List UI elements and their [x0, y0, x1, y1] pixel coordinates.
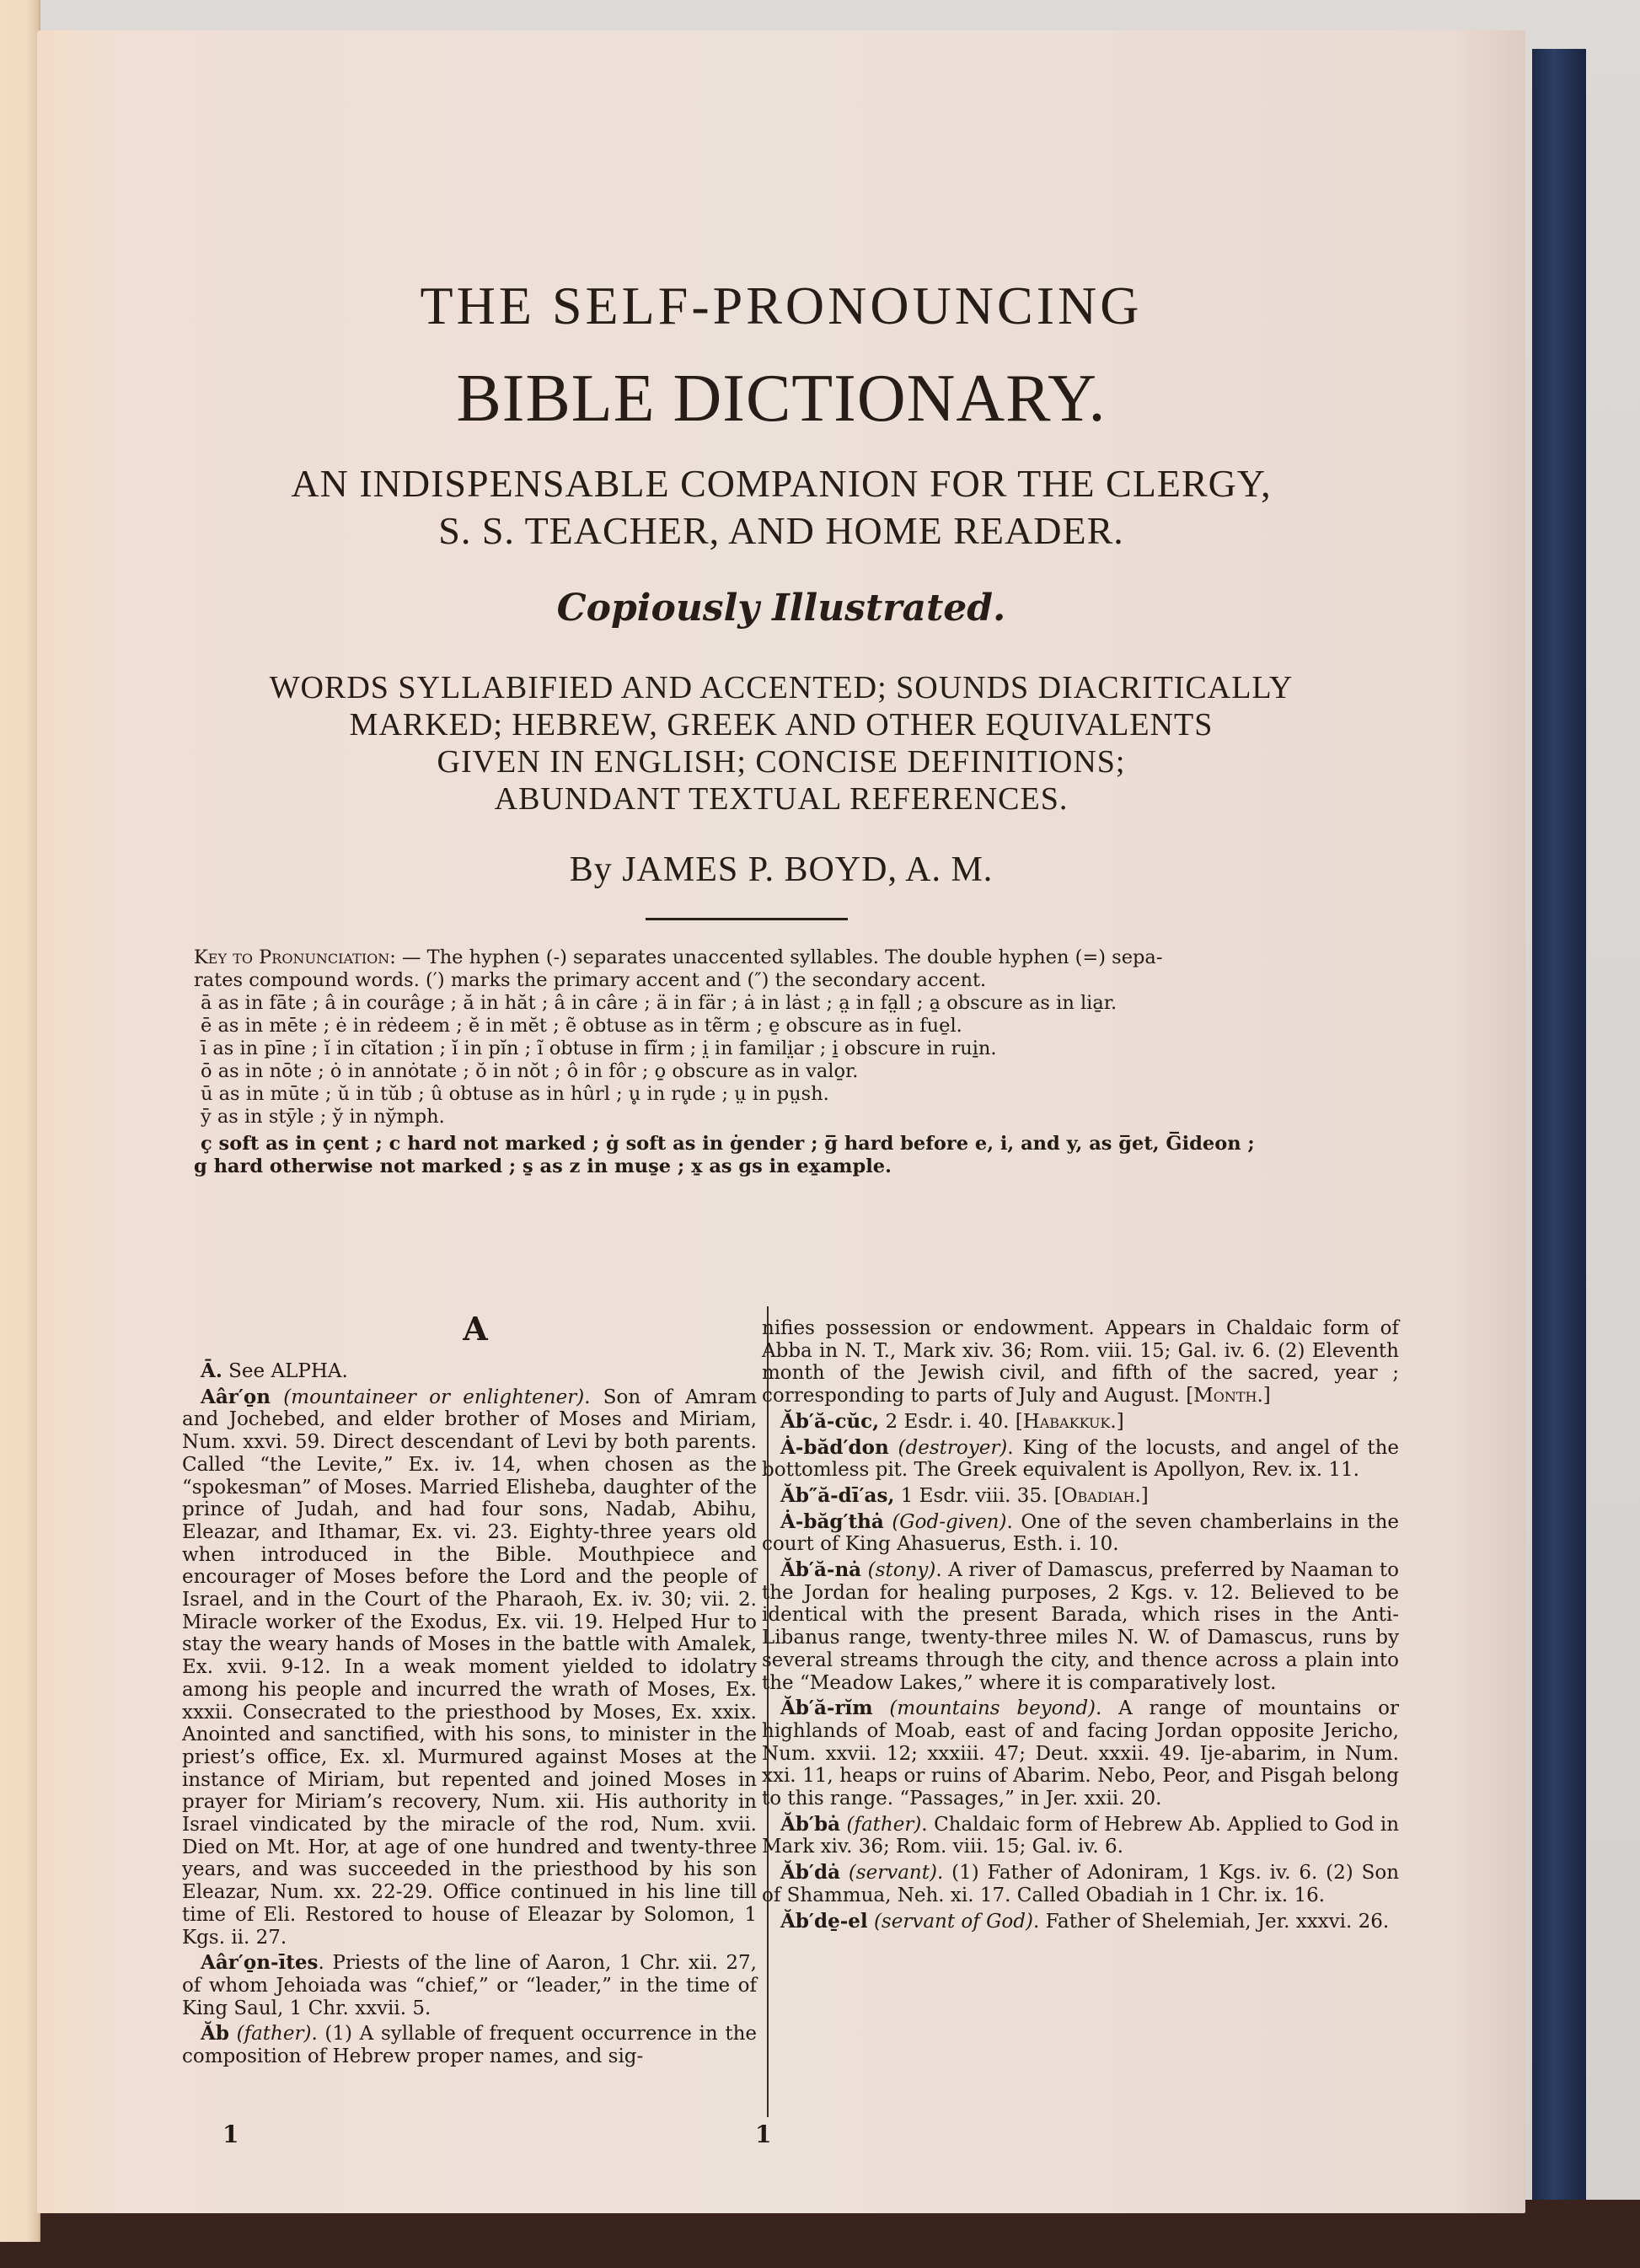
- previous-page-edge: [0, 0, 40, 2242]
- entry-text: . One of the seven chamberlains in the court of King Ahasuerus, Esth. i. 10.: [762, 1510, 1399, 1556]
- key-intro-1: : — The hyphen (-) separates unaccented syllables. The double hyphen (=) sepa-: [389, 946, 1163, 968]
- entry-gloss: (mountains beyond): [889, 1697, 1096, 1720]
- entry-headword: Ăb″ă-dī′as,: [780, 1483, 895, 1507]
- entry-text: . King of the locusts, and angel of the bottomless pit. The Greek equivalent is Apollyon, Rev. ix. 11.: [762, 1436, 1399, 1482]
- section-letter: A: [463, 1310, 488, 1348]
- dictionary-entry: [762, 1814, 1399, 1858]
- byline-by: By: [569, 850, 613, 889]
- key-intro-line-1: [194, 946, 1407, 969]
- entry-gloss: (father): [846, 1813, 922, 1836]
- copiously-illustrated: Copiously Illustrated.: [556, 587, 1006, 630]
- entry-headword: Aâr′o̱n-ītes: [201, 1951, 319, 1975]
- pronunciation-key: [194, 946, 1407, 1178]
- key-line: ē as in mēte ; ė in rėdeem ; ĕ in mĕt ; ẽ obtuse as in tẽrm ; e̱ obscure as in fue̱l.: [201, 1015, 962, 1037]
- key-intro-2: rates compound words. (′) marks the primary accent and (″) the secondary accent.: [194, 969, 987, 991]
- dictionary-entry: [182, 1952, 757, 2019]
- subtitle-line-1: AN INDISPENSABLE COMPANION FOR THE CLERGY,: [291, 462, 1272, 505]
- entry-text: See ALPHA.: [222, 1360, 348, 1382]
- dictionary-entry: [762, 1511, 1399, 1556]
- entry-gloss: (servant): [848, 1862, 937, 1885]
- key-line: ī as in pīne ; ĭ in cĭtation ; ĭ in pĭn ; ĩ obtuse in fĩrm ; i̤ in famili̤ar ; i̱ obscure in rui̱n.: [201, 1037, 997, 1059]
- entry-text: . Priests of the line of Aaron, 1 Chr. xii. 27, of whom Jehoiada was “chief,” or “leader,” in the time of King Saul, 1 Chr. xxvii. 5.: [182, 1952, 757, 2019]
- entry-text: . Chaldaic form of Hebrew Ab. Applied to God in Mark xiv. 36; Rom. viii. 15; Gal. iv. 6.: [762, 1813, 1400, 1858]
- subtitle: [37, 460, 1525, 555]
- key-label: Key to Pronunciation: [194, 946, 390, 968]
- dictionary-entry: [182, 1386, 757, 1949]
- entry-text: . Father of Shelemiah, Jer. xxxvi. 26.: [1032, 1910, 1390, 1933]
- entry-gloss: (destroyer): [898, 1436, 1008, 1459]
- dictionary-entry: [762, 1697, 1399, 1810]
- entry-cross-reference: [Obadiah.]: [1053, 1484, 1149, 1507]
- dictionary-entry: [762, 1862, 1399, 1906]
- entry-gloss: (stony): [867, 1559, 936, 1582]
- key-line: ō as in nōte ; ȯ in annȯtate ; ŏ in nŏt ; ô in fôr ; o̱ obscure as in valo̱r.: [201, 1060, 859, 1082]
- entry-text: . Son of Amram and Jochebed, and elder brother of Moses and Miriam, Num. xxvi. 59. Direct descendant of Levi by both parents. Called “the Levite,” Ex. iv. 14, when chosen as the “spokesman” of Moses. Married Elisheba, daughter of the prince of Judah, and had four sons, Nadab, Abihu, Eleazar, and Ithamar, Ex. vi. 23. Eighty-three years old when introduced in the Bible. Mouthpiece and encourager of Moses before the Lord and the people of Israel, and in the Court of the Pharaoh, Ex. iv. 30; vii. 2. Miracle worker of the Exodus, Ex. vii. 19. Helped Hur to stay the weary hands of Moses in the battle with Amalek, Ex. xvii. 9-12. In a weak moment yielded to idolatry among his people and incurred the wrath of Moses, Ex. xxxii. Consecrated to the priesthood by Moses, Ex. xxix. Anointed and sanctified, with his sons, to minister in the priest’s office, Ex. xl. Murmured against Moses at the instance of Miriam, but repented and joined Moses in prayer for Miriam’s recovery, Num. xii. His authority in Israel vindicated by the miracle of the rod, Num. xvii. Died on Mt. Hor, at age of one hundred and twenty-three years, and was succeeded in the priesthood by his son Eleazar, Num. xx. 22-29. Office continued in his line till time of Eli. Restored to house of Eleazar by Solomon, 1 Kgs. ii. 27.: [182, 1386, 758, 1949]
- entry-text: . (1) Father of Adoniram, 1 Kgs. iv. 6. (2) Son of Shammua, Neh. xi. 17. Called Obadiah in 1 Chr. ix. 16.: [762, 1862, 1400, 1906]
- entry-cross-reference: [Habakkuk.]: [1015, 1410, 1124, 1433]
- entry-headword: Ȧ-băd′don: [780, 1435, 889, 1459]
- book-cover-edge: [1532, 49, 1586, 2232]
- entry-gloss: (servant of God): [873, 1910, 1033, 1933]
- entry-text: nifies possession or endowment. Appears in Chaldaic form of Abba in N. T., Mark xiv. 36; Rom. viii. 15; Gal. iv. 6. (2) Eleventh month of the Jewish civil, and fifth of the sacred, year ; corresponding to parts of July and August.: [762, 1317, 1399, 1407]
- subtitle-line-2: S. S. TEACHER, AND HOME READER.: [438, 509, 1124, 552]
- separator-rule: [646, 918, 848, 920]
- entry-headword: Ȧ-băg′thȧ: [780, 1509, 884, 1533]
- dictionary-entry: [762, 1559, 1399, 1694]
- dictionary-entry: [182, 1360, 757, 1383]
- title-line-2: BIBLE DICTIONARY.: [456, 362, 1107, 436]
- entry-headword: Ăb′ă-nȧ: [780, 1558, 862, 1582]
- dictionary-entry: [182, 2023, 757, 2067]
- book-page: [37, 30, 1525, 2213]
- title-line-1: THE SELF-PRONOUNCING: [420, 276, 1143, 335]
- entry-gloss: (God-given): [892, 1510, 1007, 1533]
- left-column: [182, 1360, 757, 2068]
- feature-line: GIVEN IN ENGLISH; CONCISE DEFINITIONS;: [437, 744, 1126, 780]
- entry-gloss: (father): [236, 2023, 312, 2045]
- key-line: ȳ as in stȳle ; y̆ in ny̆mph.: [201, 1106, 445, 1128]
- entry-gloss: (mountaineer or enlightener): [283, 1386, 585, 1408]
- feature-line: WORDS SYLLABIFIED AND ACCENTED; SOUNDS DIACRITICALLY: [269, 670, 1294, 705]
- key-line: ā as in fāte ; â in courâge ; ă in hăt ; â in câre ; ä in fär ; ȧ in lȧst ; a̤ in fa̤ll ; a̱ obscure as in lia̱r.: [201, 992, 1117, 1014]
- dictionary-entry: [762, 1411, 1399, 1434]
- entry-headword: Ăb′de̱-el: [780, 1909, 868, 1933]
- dictionary-entry-continuation: [762, 1317, 1399, 1407]
- signature-mark: 1: [755, 2121, 772, 2148]
- features-block: [37, 669, 1525, 818]
- key-line: ū as in mūte ; ŭ in tŭb ; û obtuse as in hûrl ; u̥ in ru̥de ; ṳ in pṳsh.: [201, 1083, 829, 1105]
- entry-text: 1 Esdr. viii. 35.: [894, 1484, 1054, 1507]
- feature-line: ABUNDANT TEXTUAL REFERENCES.: [494, 781, 1069, 817]
- right-column: [762, 1317, 1399, 1933]
- entry-headword: Aâr′o̱n: [201, 1385, 271, 1408]
- entry-text: . A range of mountains or highlands of Moab, east of and facing Jordan opposite Jericho, Num. xxvii. 12; xxxiii. 47; Deut. xxxii. 49. Ije-abarim, in Num. xxi. 11, heaps or ruins of Abarim. Nebo, Peor, and Pisgah belong to this range. “Passages,” in Jer. xxii. 20.: [762, 1697, 1399, 1810]
- author-name: JAMES P. BOYD, A. M.: [622, 850, 994, 889]
- entry-text: . (1) A syllable of frequent occurrence in the composition of Hebrew proper names, and sig-: [182, 2023, 758, 2068]
- page-number: 1: [222, 2121, 239, 2148]
- entry-cross-reference: [Month.]: [1186, 1385, 1271, 1407]
- entry-headword: Ăb: [201, 2022, 229, 2045]
- entry-headword: Ăb′dȧ: [780, 1861, 840, 1885]
- entry-text: . A river of Damascus, preferred by Naaman to the Jordan for healing purposes, 2 Kgs. v. 12. Believed to be identical with the present Barada, which rises in the Anti-Libanus range, twenty-three miles N. W. of Damascus, runs by several streams through the city, and thence across a plain into the “Meadow Lakes,” where it is comparatively lost.: [762, 1559, 1399, 1694]
- entry-headword: Ăb′bȧ: [780, 1812, 840, 1836]
- author-byline: [37, 850, 1525, 890]
- feature-line: MARKED; HEBREW, GREEK AND OTHER EQUIVALENTS: [349, 707, 1214, 743]
- dictionary-entry: [762, 1911, 1399, 1933]
- dictionary-entry: [762, 1485, 1399, 1508]
- key-line: ç soft as in çent ; c hard not marked ; ġ soft as in ġender ; g̅ hard before e, i, and y, as g̅et, G̅ideon ;: [201, 1133, 1255, 1155]
- entry-headword: Ăb′ă-rĭm: [780, 1697, 873, 1720]
- entry-text: 2 Esdr. i. 40.: [879, 1410, 1016, 1433]
- entry-headword: Ā.: [201, 1359, 222, 1382]
- dictionary-entry: [762, 1437, 1399, 1482]
- key-line: g hard otherwise not marked ; s̱ as z in mus̱e ; x̱ as gs in ex̱ample.: [194, 1155, 892, 1177]
- entry-headword: Ăb′ă-cŭc,: [780, 1409, 880, 1433]
